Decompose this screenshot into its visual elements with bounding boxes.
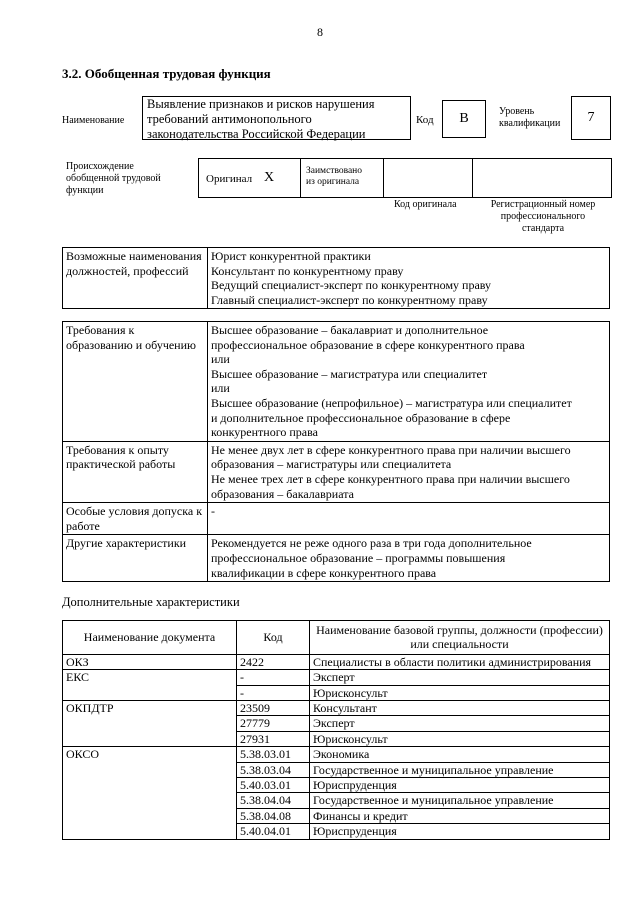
table-row — [63, 747, 610, 762]
doc-cell: ЕКС — [63, 670, 237, 685]
requirement-text — [208, 441, 610, 502]
name-value-line: Выявление признаков и рисков нарушения — [147, 97, 375, 111]
reg-number-label-line: стандарта — [521, 223, 565, 234]
requirement-line: Высшее образование (непрофильное) – магистратура или специалитет — [211, 395, 572, 410]
code-label: Код — [416, 114, 434, 126]
name-cell: Юрисконсульт — [310, 731, 610, 746]
job-titles-list — [208, 248, 610, 309]
requirement-label: Требования к опыту практической работы — [63, 441, 208, 502]
additional-table — [62, 620, 610, 840]
requirement-line: конкурентного права — [211, 425, 318, 440]
original-label: Оригинал — [206, 173, 253, 185]
requirement-line: и дополнительное профессиональное образование в сфере — [211, 410, 511, 425]
code-cell: 5.38.04.08 — [237, 808, 310, 823]
name-value-line: требований антимонопольного — [147, 112, 312, 126]
reg-number-label — [478, 199, 608, 235]
name-cell: Государственное и муниципальное управление — [310, 793, 610, 808]
section-title: 3.2. Обобщенная трудовая функция — [62, 66, 271, 81]
doc-cell — [63, 731, 237, 746]
name-cell: Консультант — [310, 701, 610, 716]
table-row — [63, 716, 610, 731]
origin-label-line: Происхождение — [66, 161, 134, 172]
header-code: Код — [237, 621, 310, 655]
requirement-line: профессиональное образование в сфере конкурентного права — [211, 337, 525, 352]
doc-cell — [63, 778, 237, 793]
requirement-text — [208, 322, 610, 442]
code-cell: - — [237, 670, 310, 685]
requirement-line: Рекомендуется не реже одного раза в три года дополнительное — [211, 536, 532, 551]
borrowed-label-line: из оригинала — [306, 177, 360, 187]
doc-cell — [63, 808, 237, 823]
code-cell: 27931 — [237, 731, 310, 746]
doc-cell: ОКЗ — [63, 654, 237, 669]
requirement-text — [208, 503, 610, 535]
requirement-line: профессиональное образование – программы повышения — [211, 550, 506, 565]
name-cell: Юрисконсульт — [310, 685, 610, 700]
doc-cell — [63, 824, 237, 839]
name-cell: Эксперт — [310, 716, 610, 731]
code-cell: 5.40.03.01 — [237, 778, 310, 793]
job-titles-table — [62, 247, 610, 309]
additional-title: Дополнительные характеристики — [62, 595, 240, 609]
header-name: Наименование базовой группы, должности (профессии) или специальности — [310, 621, 610, 655]
table-row — [63, 701, 610, 716]
level-label-line: Уровень — [499, 106, 535, 117]
name-cell: Государственное и муниципальное управление — [310, 762, 610, 777]
name-cell: Юриспруденция — [310, 824, 610, 839]
code-cell: 5.38.03.01 — [237, 747, 310, 762]
requirement-line: Высшее образование – магистратура или специалитет — [211, 366, 488, 381]
name-label: Наименование — [62, 115, 125, 126]
reg-number-label-line: профессионального — [500, 211, 586, 222]
table-row — [63, 731, 610, 746]
table-row — [63, 793, 610, 808]
table-row — [63, 778, 610, 793]
code-cell: 5.38.03.04 — [237, 762, 310, 777]
requirement-label: Особые условия допуска к работе — [63, 503, 208, 535]
code-original-label: Код оригинала — [394, 199, 457, 210]
additional-header-row — [63, 621, 610, 655]
original-mark: X — [264, 170, 275, 185]
level-label-line: квалификации — [499, 118, 561, 129]
table-row — [63, 824, 610, 839]
code-cell: 23509 — [237, 701, 310, 716]
doc-cell — [63, 762, 237, 777]
requirement-line: или — [211, 381, 230, 396]
requirement-label: Другие характеристики — [63, 535, 208, 582]
job-title-item: Юрист конкурентной практики — [211, 249, 371, 263]
page-number: 8 — [317, 25, 323, 39]
code-cell: 5.38.04.04 — [237, 793, 310, 808]
requirement-text — [208, 535, 610, 582]
requirement-row — [63, 503, 610, 535]
requirement-line: квалификации в сфере конкурентного права — [211, 565, 437, 580]
code-value: В — [442, 100, 486, 138]
doc-cell — [63, 793, 237, 808]
requirement-line: Не менее двух лет в сфере конкурентного права при наличии высшего — [211, 442, 571, 457]
requirement-line: Высшее образование – бакалавриат и дополнительное — [211, 323, 489, 337]
borrowed-label — [306, 166, 362, 188]
header-doc: Наименование документа — [63, 621, 237, 655]
table-row — [63, 654, 610, 669]
code-cell: 5.40.04.01 — [237, 824, 310, 839]
table-row — [63, 685, 610, 700]
doc-cell: ОКСО — [63, 747, 237, 762]
table-row — [63, 808, 610, 823]
origin-label-line: функции — [66, 185, 104, 196]
requirement-line: Не менее трех лет в сфере конкурентного права при наличии высшего — [211, 471, 570, 486]
origin-label — [66, 161, 161, 197]
doc-cell — [63, 685, 237, 700]
name-cell: Финансы и кредит — [310, 808, 610, 823]
job-title-item: Консультант по конкурентному праву — [211, 263, 404, 278]
code-cell: 27779 — [237, 716, 310, 731]
requirement-line: - — [211, 504, 215, 519]
name-value-line: законодательства Российской Федерации — [147, 127, 366, 141]
name-cell: Юриспруденция — [310, 778, 610, 793]
requirement-row — [63, 441, 610, 502]
doc-cell — [63, 716, 237, 731]
origin-label-line: обобщенной трудовой — [66, 173, 161, 184]
requirement-line: образования – магистратуры или специалитета — [211, 457, 452, 472]
job-title-item: Ведущий специалист-эксперт по конкурентному праву — [211, 278, 492, 293]
requirement-line: образования – бакалавриата — [211, 486, 354, 501]
requirement-line: или — [211, 352, 230, 367]
table-row — [63, 762, 610, 777]
doc-cell: ОКПДТР — [63, 701, 237, 716]
requirement-label: Требования к образованию и обучению — [63, 322, 208, 442]
level-label — [499, 106, 560, 130]
name-cell: Экономика — [310, 747, 610, 762]
job-titles-label: Возможные наименования должностей, профессий — [63, 248, 208, 309]
job-title-item: Главный специалист-эксперт по конкурентному праву — [211, 292, 488, 307]
requirement-row — [63, 322, 610, 442]
name-cell: Специалисты в области политики администрирования — [310, 654, 610, 669]
name-cell: Эксперт — [310, 670, 610, 685]
name-value-box — [142, 96, 411, 140]
code-cell: - — [237, 685, 310, 700]
reg-number-label-line: Регистрационный номер — [490, 199, 596, 210]
code-cell: 2422 — [237, 654, 310, 669]
origin-box — [198, 158, 612, 198]
borrowed-label-line: Заимствовано — [306, 166, 363, 176]
requirement-row — [63, 535, 610, 582]
level-value: 7 — [571, 96, 611, 140]
table-row — [63, 670, 610, 685]
requirements-table — [62, 321, 610, 582]
